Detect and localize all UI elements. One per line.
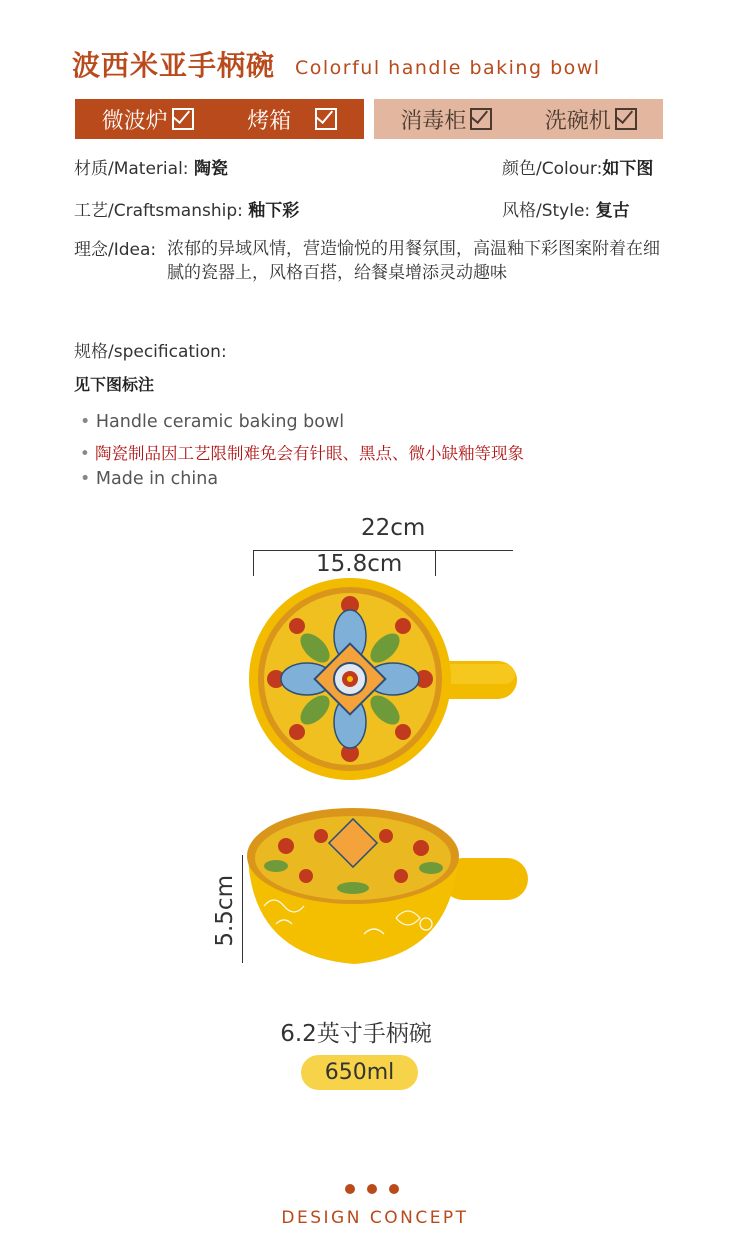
material-value: 陶瓷 (193, 159, 228, 179)
dimension-height: 5.5cm (212, 875, 238, 947)
colour-value: 如下图 (602, 159, 654, 179)
usage-oven: 烤箱 (247, 104, 337, 135)
bowl-top-view-image (245, 578, 525, 788)
usage-dishwasher: 洗碗机 (545, 104, 637, 135)
idea-text: 浓郁的异域风情，营造愉悦的用餐氛围，高温釉下彩图案附着在细腻的瓷器上，风格百搭，给餐桌增添灵动趣味 (167, 239, 660, 283)
spec-value: 见下图标注 (74, 375, 155, 394)
section-title: DESIGN CONCEPT (281, 1208, 469, 1228)
dimension-bowl-diameter: 15.8cm (316, 551, 403, 577)
material-label: 材质/Material: (74, 159, 189, 179)
colour-label: 颜色/Colour: (502, 159, 603, 179)
style-value: 复古 (595, 201, 630, 221)
bullet-item: • Handle ceramic baking bowl (80, 412, 344, 432)
usage-sterilizer: 消毒柜 (400, 104, 492, 135)
idea-label: 理念/Idea: (74, 240, 157, 260)
craft-value: 釉下彩 (248, 201, 300, 221)
dimension-line-height (242, 855, 243, 963)
dimension-tick (435, 550, 436, 576)
usage-band-suitable (75, 99, 364, 139)
product-name: 6.2英寸手柄碗 (280, 1021, 432, 1047)
check-icon (172, 108, 194, 130)
spec-label: 规格/specification: (74, 342, 227, 362)
style-row (502, 196, 630, 221)
material-row (74, 154, 228, 179)
page-title: 波西米亚手柄碗 (72, 49, 276, 82)
check-icon (315, 108, 337, 130)
style-label: 风格/Style: (502, 201, 591, 221)
craft-row (74, 196, 299, 221)
usage-microwave: 微波炉 (102, 104, 194, 135)
page-subtitle: Colorful handle baking bowl (295, 57, 601, 79)
check-icon (615, 108, 637, 130)
usage-band-other (374, 99, 663, 139)
bullet-item: • Made in china (80, 469, 218, 489)
decorative-dot (389, 1184, 399, 1194)
dimension-total-width: 22cm (361, 515, 426, 541)
bullet-item-warning: • 陶瓷制品因工艺限制难免会有针眼、黑点、微小缺釉等现象 (80, 440, 524, 464)
craft-label: 工艺/Craftsmanship: (74, 201, 243, 221)
colour-row (502, 154, 653, 179)
decorative-dot (367, 1184, 377, 1194)
bowl-side-view-image (246, 806, 532, 970)
capacity-badge: 650ml (301, 1055, 418, 1090)
dimension-tick (253, 550, 254, 576)
check-icon (470, 108, 492, 130)
decorative-dot (345, 1184, 355, 1194)
